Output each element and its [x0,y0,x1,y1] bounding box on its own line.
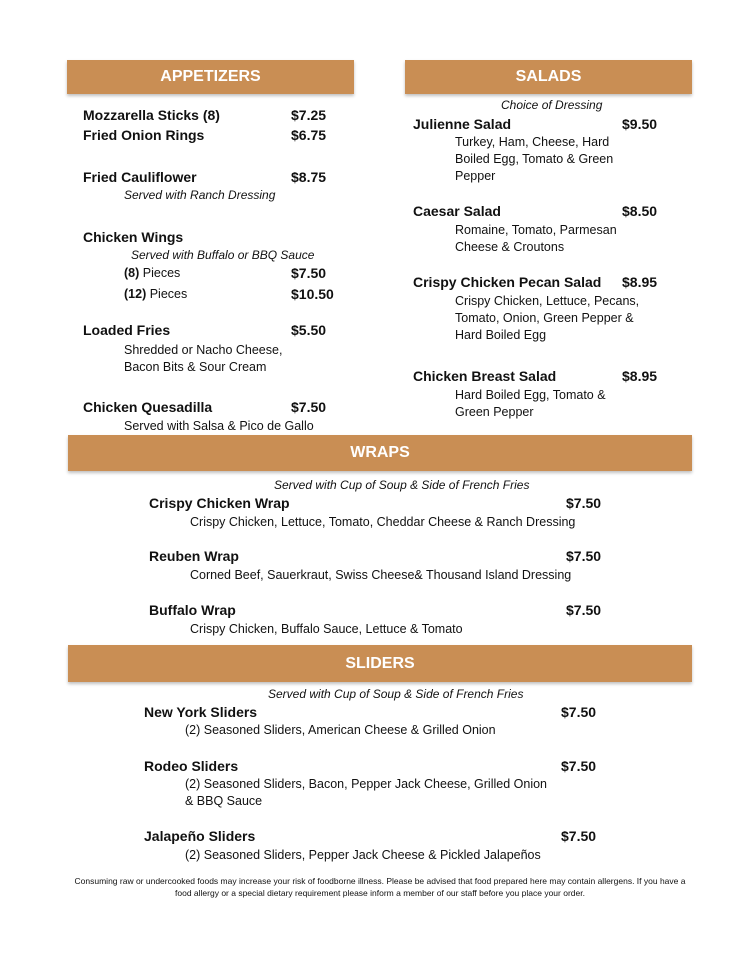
wing-count: (8) [124,266,140,280]
menu-item-desc: & BBQ Sauce [185,794,263,808]
menu-item-price: $7.50 [291,399,327,415]
wing-option [124,287,187,301]
menu-item-desc: (2) Seasoned Sliders, Bacon, Pepper Jack Cheese, Grilled Onion [185,777,547,791]
menu-item-name: Caesar Salad [413,203,501,219]
menu-item-note: Served with Ranch Dressing [124,188,276,202]
menu-item-desc: Crispy Chicken, Lettuce, Pecans, [455,294,640,308]
menu-item-desc: Cheese & Croutons [455,240,565,254]
wraps-header: WRAPS [68,435,692,471]
menu-item-price: $7.50 [561,704,597,720]
menu-item-price: $7.50 [561,758,597,774]
menu-item-name: Julienne Salad [413,116,512,132]
menu-item-desc: (2) Seasoned Sliders, American Cheese & Grilled Onion [185,723,496,737]
wing-label: Pieces [149,287,188,301]
menu-item-price: $5.50 [291,322,327,338]
menu-item-price: $7.50 [566,495,602,511]
section-note: Choice of Dressing [501,98,603,112]
allergy-disclaimer [60,875,700,899]
menu-item-price: $7.25 [291,107,327,123]
menu-item-name: Buffalo Wrap [149,602,236,618]
section-note: Served with Cup of Soup & Side of French Fries [274,478,530,492]
menu-item-name: Reuben Wrap [149,548,239,564]
menu-item-price: $8.50 [622,203,658,219]
menu-item-desc: (2) Seasoned Sliders, Pepper Jack Cheese & Pickled Jalapeños [185,848,541,862]
menu-item-desc: Bacon Bits & Sour Cream [124,360,267,374]
menu-item-price: $9.50 [622,116,658,132]
menu-item-price: $6.75 [291,127,327,143]
menu-item-name: New York Sliders [144,704,258,720]
menu-item-price: $8.95 [622,274,658,290]
menu-item-desc: Green Pepper [455,405,534,419]
menu-item-desc: Crispy Chicken, Buffalo Sauce, Lettuce & Tomato [190,622,463,636]
appetizers-header: APPETIZERS [67,60,354,94]
disclaimer-line: Consuming raw or undercooked foods may increase your risk of foodborne illness. Please be advised that food prepared here may contain allergens. If you have a [74,876,686,886]
wing-option [124,266,180,280]
menu-item-name: Chicken Quesadilla [83,399,213,415]
menu-item-desc: Turkey, Ham, Cheese, Hard [455,135,610,149]
menu-item-desc: Pepper [455,169,496,183]
menu-item-desc: Romaine, Tomato, Parmesan [455,223,617,237]
menu-item-desc: Corned Beef, Sauerkraut, Swiss Cheese& Thousand Island Dressing [190,568,572,582]
menu-item-price: $7.50 [561,828,597,844]
menu-item-price: $10.50 [291,286,334,302]
menu-item-name: Mozzarella Sticks (8) [83,107,220,123]
menu-item-desc: Hard Boiled Egg [455,328,547,342]
menu-item-desc: Tomato, Onion, Green Pepper & [455,311,634,325]
menu-item-name: Fried Onion Rings [83,127,205,143]
menu-item-name: Jalapeño Sliders [144,828,256,844]
menu-item-price: $7.50 [291,265,327,281]
menu-item-name: Chicken Wings [83,229,184,245]
menu-item-price: $8.95 [622,368,658,384]
salads-header: SALADS [405,60,692,94]
menu-item-note: Served with Buffalo or BBQ Sauce [131,248,315,262]
menu-item-price: $7.50 [566,602,602,618]
menu-item-desc: Hard Boiled Egg, Tomato & [455,388,606,402]
wing-label: Pieces [142,266,181,280]
menu-item-desc: Boiled Egg, Tomato & Green [455,152,614,166]
wing-count: (12) [124,287,147,301]
menu-item-desc: Served with Salsa & Pico de Gallo [124,419,314,433]
section-note: Served with Cup of Soup & Side of French Fries [268,687,524,701]
menu-item-name: Rodeo Sliders [144,758,239,774]
menu-item-price: $7.50 [566,548,602,564]
menu-item-name: Loaded Fries [83,322,171,338]
menu-item-desc: Shredded or Nacho Cheese, [124,343,283,357]
menu-item-desc: Crispy Chicken, Lettuce, Tomato, Cheddar Cheese & Ranch Dressing [190,515,576,529]
menu-item-price: $8.75 [291,169,327,185]
sliders-header: SLIDERS [68,645,692,682]
menu-item-name: Chicken Breast Salad [413,368,557,384]
menu-item-name: Fried Cauliflower [83,169,197,185]
disclaimer-line: food allergy or a special dietary requirement please inform a member of our staff before you place your order. [175,888,585,898]
menu-item-name: Crispy Chicken Pecan Salad [413,274,602,290]
menu-item-name: Crispy Chicken Wrap [149,495,290,511]
